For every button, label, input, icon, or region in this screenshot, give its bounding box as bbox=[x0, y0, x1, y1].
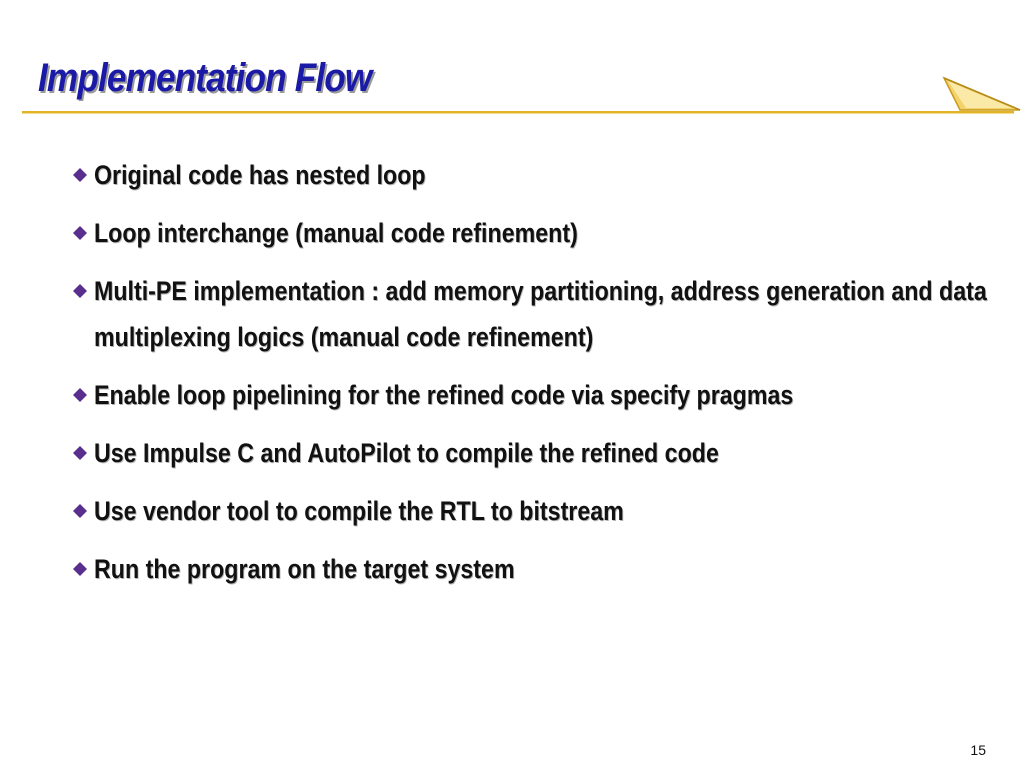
bullet-text: Enable loop pipelining for the refined code via specify pragmas bbox=[94, 380, 794, 410]
title-underline-shade bbox=[22, 113, 1014, 114]
diamond-icon bbox=[72, 167, 88, 183]
bullet-item bbox=[70, 372, 990, 418]
diamond-icon bbox=[72, 503, 88, 519]
bullet-item bbox=[70, 152, 990, 198]
bullet-text: Multi-PE implementation : add memory partitioning, address generation and data multiplexing logics (manual code refinement) bbox=[94, 276, 987, 352]
bullet-item bbox=[70, 210, 990, 256]
diamond-icon bbox=[72, 283, 88, 299]
bullet-item bbox=[70, 488, 990, 534]
diamond-icon bbox=[72, 445, 88, 461]
bullet-item bbox=[70, 430, 990, 476]
bullet-text: Use Impulse C and AutoPilot to compile the refined code bbox=[94, 438, 719, 468]
bullet-text: Run the program on the target system bbox=[94, 554, 515, 584]
page-number: 15 bbox=[970, 742, 986, 758]
slide-title: Implementation Flow bbox=[38, 56, 372, 100]
diamond-icon bbox=[72, 387, 88, 403]
diamond-icon bbox=[72, 225, 88, 241]
bullet-list bbox=[70, 152, 990, 604]
bullet-text: Use vendor tool to compile the RTL to bitstream bbox=[94, 496, 624, 526]
bullet-item bbox=[70, 268, 994, 360]
corner-arrow-icon bbox=[938, 72, 1022, 118]
bullet-item bbox=[70, 546, 990, 592]
diamond-icon bbox=[72, 561, 88, 577]
bullet-text: Original code has nested loop bbox=[94, 160, 426, 190]
bullet-text: Loop interchange (manual code refinement) bbox=[94, 218, 578, 248]
